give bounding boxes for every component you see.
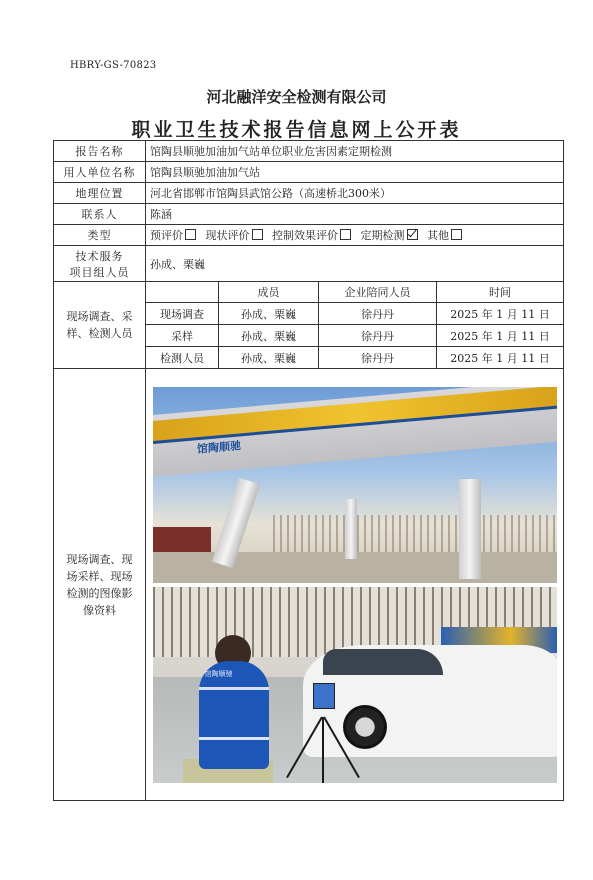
- table-row: 检测人员 孙成、栗巍 徐丹丹 2025 年 1 月 11 日: [54, 347, 564, 369]
- canopy-pillar: [459, 479, 481, 579]
- type-option-pre-evaluation[interactable]: 预评价: [150, 229, 196, 242]
- survey-label: 现场调查、采样、检测人员: [54, 282, 146, 369]
- table-row: 现场调查 孙成、栗巍 徐丹丹 2025 年 1 月 11 日: [54, 303, 564, 325]
- checkbox-icon[interactable]: [340, 229, 351, 240]
- team-value: 孙成、栗巍: [146, 246, 564, 282]
- checkbox-icon[interactable]: [451, 229, 462, 240]
- checkbox-icon[interactable]: [252, 229, 263, 240]
- truck: [153, 527, 211, 553]
- contact-label: 联系人: [54, 204, 146, 225]
- company-name: 河北融洋安全检测有限公司: [206, 88, 387, 106]
- survey-header-row: [54, 282, 564, 303]
- row-location: [54, 183, 564, 204]
- members-header: 成员: [219, 282, 319, 303]
- type-options: [146, 225, 564, 246]
- contact-value: 陈涵: [146, 204, 564, 225]
- type-option-status-evaluation[interactable]: 现状评价: [206, 229, 263, 242]
- canopy-pillar: [345, 499, 357, 559]
- location-value: 河北省邯郸市馆陶县武馆公路（高速桥北300米）: [146, 183, 564, 204]
- type-label: 类型: [54, 225, 146, 246]
- report-name-label: 报告名称: [54, 141, 146, 162]
- checkbox-checked-icon[interactable]: [407, 229, 418, 240]
- row-contact: [54, 204, 564, 225]
- type-option-control-effect[interactable]: 控制效果评价: [272, 229, 351, 242]
- sampling-photo: [153, 587, 557, 783]
- row-type: [54, 225, 564, 246]
- escort-header: 企业陪同人员: [319, 282, 437, 303]
- row-report-name: [54, 141, 564, 162]
- station-sign: 馆陶顺驰: [196, 438, 241, 456]
- checkbox-icon[interactable]: [185, 229, 196, 240]
- uniform-text: 馆陶顺驰: [204, 669, 233, 678]
- employer-value: 馆陶县顺驰加油加气站: [146, 162, 564, 183]
- disclosure-table: [53, 140, 564, 801]
- row-employer: [54, 162, 564, 183]
- wheel: [343, 705, 387, 749]
- document-number: HBRY-GS-70823: [70, 60, 157, 71]
- report-name-value: 馆陶县顺驰加油加气站单位职业危害因素定期检测: [146, 141, 564, 162]
- sampling-device: [313, 683, 335, 709]
- type-option-periodic-testing[interactable]: 定期检测: [361, 229, 418, 242]
- location-label: 地理位置: [54, 183, 146, 204]
- team-label: 技术服务 项目组人员: [54, 246, 146, 282]
- row-images: [54, 369, 564, 801]
- gas-station-photo: [153, 387, 557, 583]
- time-header: 时间: [437, 282, 564, 303]
- type-option-other[interactable]: 其他: [427, 229, 462, 242]
- employer-label: 用人单位名称: [54, 162, 146, 183]
- form-title: 职业卫生技术报告信息网上公开表: [131, 119, 462, 141]
- table-row: 采样 孙成、栗巍 徐丹丹 2025 年 1 月 11 日: [54, 325, 564, 347]
- images-label: 现场调查、现场采样、现场检测的图像影像资料: [54, 369, 146, 801]
- row-team: [54, 246, 564, 282]
- photo-cell: [146, 369, 564, 801]
